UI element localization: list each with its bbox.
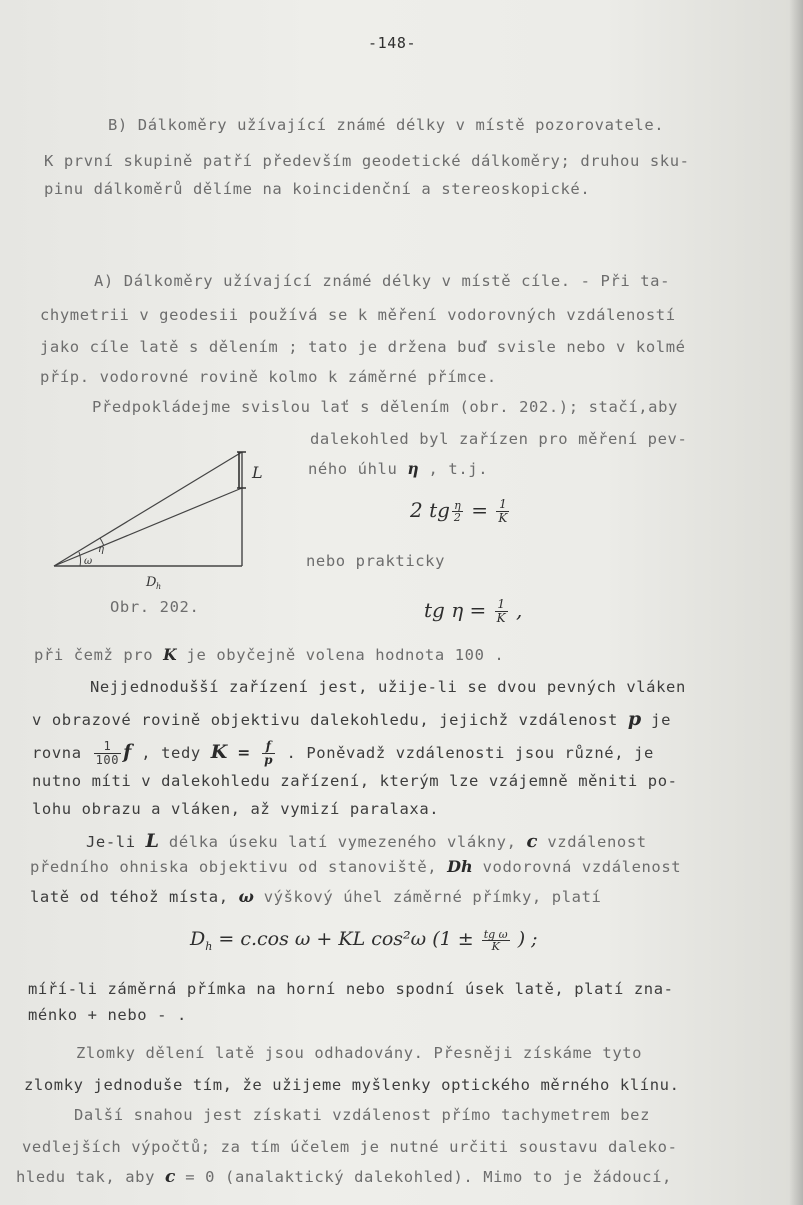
text-line-25-start: hledu tak, aby xyxy=(16,1168,156,1186)
page-number: -148- xyxy=(368,34,417,52)
equation-1-K: K xyxy=(498,511,508,525)
text-line-12-start: v obrazové rovině objektivu dalekohledu, jejichž vzdálenost xyxy=(32,711,618,729)
equation-3-tg: tg ω xyxy=(483,927,508,941)
text-line-15: lohu obrazu a vláken, až vymizí paralaxa. xyxy=(32,800,440,818)
equation-1-one: 1 xyxy=(496,498,509,512)
text-line-10-end: je obyčejně volena hodnota 100 . xyxy=(186,646,505,664)
figure-label-eta: η xyxy=(98,544,104,555)
text-line-18 xyxy=(30,888,601,906)
text-line-16-mid: délka úseku latí vymezeného vlákny, xyxy=(168,833,517,851)
text-line-18-start: latě od téhož místa, xyxy=(30,888,229,906)
text-line-10-start: při čemž pro xyxy=(34,646,154,664)
equation-1 xyxy=(410,498,511,525)
text-line-9: nebo prakticky xyxy=(306,552,446,570)
equation-2-one: 1 xyxy=(495,598,508,612)
text-line-8c-tail: , t.j. xyxy=(428,460,489,478)
text-line-16 xyxy=(86,832,647,851)
figure-label-omega: ω xyxy=(84,556,93,567)
fraction-f: f xyxy=(262,740,274,754)
text-line-20: ménko + nebo - . xyxy=(28,1006,187,1024)
figure-label-D: D xyxy=(146,575,157,590)
text-line-16-start: Je-li xyxy=(86,833,136,851)
text-line-17 xyxy=(30,858,681,876)
text-line-19: míří-li záměrná přímka na horní nebo spodní úsek latě, platí zna- xyxy=(28,980,674,998)
equation-1-lhs: 2 tg xyxy=(410,498,450,522)
page-edge-shadow xyxy=(789,0,803,1205)
omega-angle-arc xyxy=(79,552,81,566)
fraction-one: 1 xyxy=(94,740,121,754)
text-line-25-end: = 0 (analaktický dalekohled). Mimo to je žádoucí, xyxy=(185,1168,672,1186)
text-line-17-start: předního ohniska objektivu od stanoviště, xyxy=(30,858,438,876)
text-line-11: Nejjednodušší zařízení jest, užije-li se dvou pevných vláken xyxy=(90,678,686,696)
equation-2-equals: = xyxy=(469,598,487,622)
text-line-8c-start: ného úhlu xyxy=(308,460,398,478)
text-line-8c xyxy=(308,460,488,478)
text-line-25 xyxy=(16,1168,672,1186)
equation-3-close: ) ; xyxy=(517,928,538,950)
text-line-4: A) Dálkoměry užívající známé délky v místě cíle. - Při ta- xyxy=(94,272,671,290)
text-line-23: Další snahou jest získati vzdálenost přímo tachymetrem bez xyxy=(74,1106,651,1124)
equation-1-two: 2 xyxy=(453,511,461,524)
f-symbol-inline: f xyxy=(123,741,132,763)
text-line-8b: dalekohled byl zařízen pro měření pev- xyxy=(310,430,688,448)
text-line-12 xyxy=(32,710,671,729)
text-line-17-end: vodorovná vzdálenost xyxy=(482,858,682,876)
equation-2-K: K xyxy=(496,611,506,625)
L-symbol-inline: L xyxy=(145,830,159,852)
text-line-3: pinu dálkoměrů dělíme na koincidenční a stereoskopické. xyxy=(44,180,591,198)
text-line-18-end: výškový úhel záměrné přímky, platí xyxy=(263,888,602,906)
equation-3-K: K xyxy=(491,939,500,953)
figure-lower-sight-line xyxy=(54,488,242,566)
text-line-8a: Předpokládejme svislou lať s dělením (obr. 202.); stačí,aby xyxy=(92,398,678,416)
text-line-2: K první skupině patří především geodetické dálkoměry; druhou sku- xyxy=(44,152,690,170)
equation-3 xyxy=(190,928,538,953)
text-line-10 xyxy=(34,646,504,664)
equation-3-h: h xyxy=(205,939,213,953)
text-line-22: zlomky jednoduše tím, že užijeme myšlenky optického měrného klínu. xyxy=(24,1076,680,1094)
K-symbol-inline: K xyxy=(163,645,177,664)
text-line-13: rovna $\frac{1}{100}$ f , tedy K = $\frac{f}{p}$ . Poněvadž vzdálenosti jsou různé, je xyxy=(32,739,654,767)
text-line-21: Zlomky dělení latě jsou odhadovány. Přesněji získáme tyto xyxy=(76,1044,643,1062)
text-line-6: jako cíle latě s dělením ; tato je držena buď svisle nebo v kolmé xyxy=(40,338,686,356)
figure-label-h: h xyxy=(156,582,162,591)
equation-2 xyxy=(424,598,522,625)
figure-caption: Obr. 202. xyxy=(110,598,200,616)
equation-1-equals: = xyxy=(471,498,489,522)
equation-1-eta: η xyxy=(452,500,463,512)
fraction-hundred: 100 xyxy=(95,753,120,767)
equation-3-rhs: = c.cos ω + KL cos²ω (1 ± xyxy=(218,928,474,950)
equation-2-comma: , xyxy=(516,598,523,622)
equation-2-lhs: tg η xyxy=(424,598,464,622)
text-line-1: B) Dálkoměry užívající známé délky v místě pozorovatele. xyxy=(108,116,665,134)
text-line-5: chymetrii v geodesii používá se k měření vodorovných vzdáleností xyxy=(40,306,676,324)
eta-symbol-inline: η xyxy=(407,459,419,478)
equation-3-D: D xyxy=(190,928,206,950)
text-line-14: nutno míti v dalekohledu zařízení, kterým lze vzájemně měniti po- xyxy=(32,772,678,790)
text-line-13-mid: , tedy xyxy=(141,744,201,762)
text-line-7: příp. vodorovné rovině kolmo k záměrné přímce. xyxy=(40,368,497,386)
K-symbol-eq: K xyxy=(210,741,228,763)
Dh-symbol-inline: Dh xyxy=(447,857,473,876)
text-line-12-je: je xyxy=(651,711,672,729)
fraction-p: p xyxy=(264,753,273,767)
text-line-13-start: rovna xyxy=(32,744,82,762)
text-line-13-end: . Poněvadž vzdálenosti jsou různé, je xyxy=(286,744,654,762)
text-line-16-end: vzdálenost xyxy=(547,833,647,851)
omega-symbol-inline: ω xyxy=(238,887,254,906)
text-line-24: vedlejších výpočtů; za tím účelem je nutné určiti soustavu daleko- xyxy=(22,1138,678,1156)
c-symbol-inline: c xyxy=(526,831,538,852)
figure-label-L: L xyxy=(252,463,263,482)
p-symbol-inline: p xyxy=(627,708,642,730)
c-symbol-final: c xyxy=(164,1167,176,1187)
figure-upper-sight-line xyxy=(54,452,242,566)
